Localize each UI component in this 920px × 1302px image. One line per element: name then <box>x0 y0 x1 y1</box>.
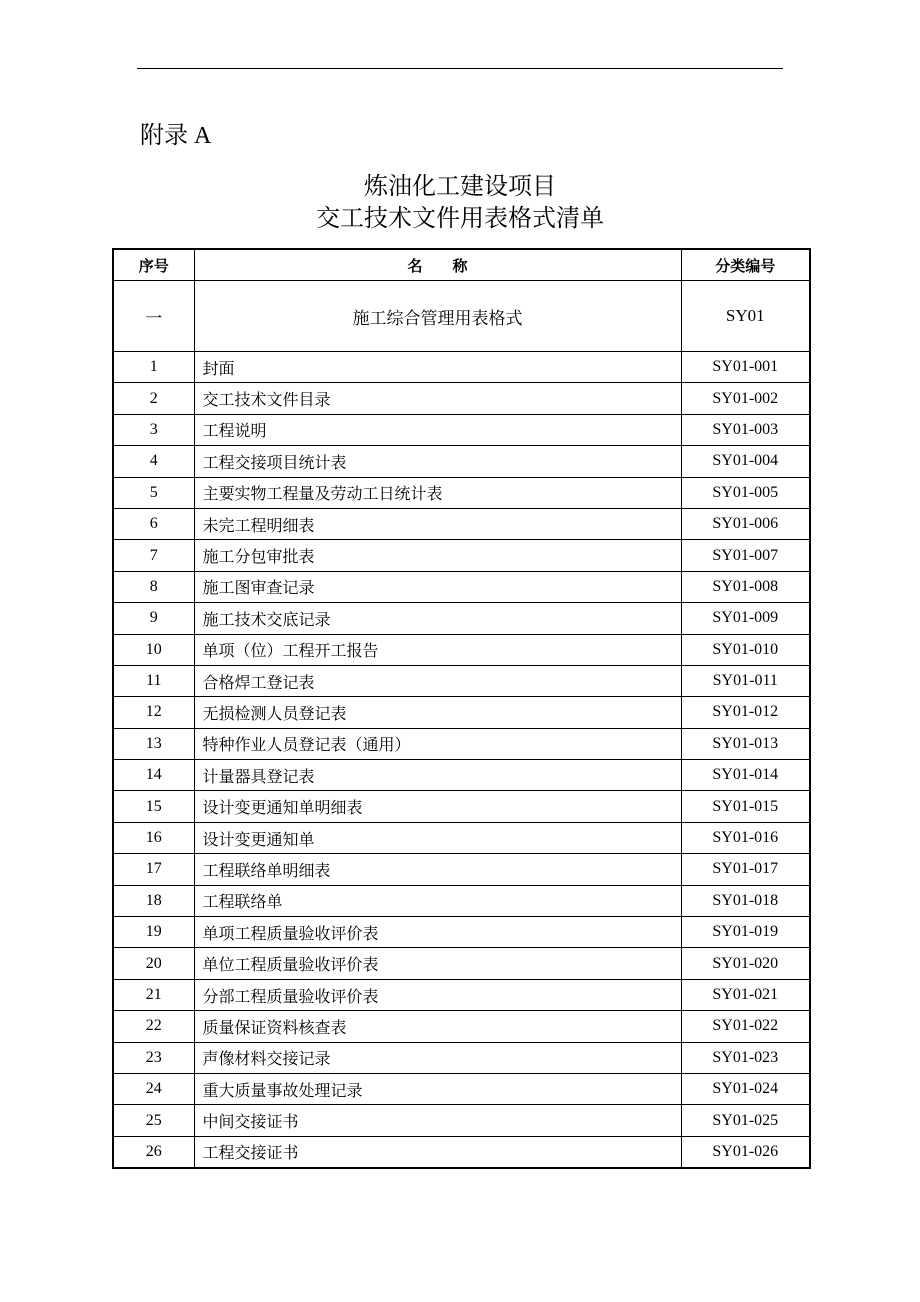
row-serial-number: 13 <box>113 728 194 759</box>
row-category-code: SY01-021 <box>681 979 810 1010</box>
row-serial-number: 10 <box>113 634 194 665</box>
header-serial-number: 序号 <box>113 249 194 281</box>
row-form-name: 声像材料交接记录 <box>194 1042 681 1073</box>
row-category-code: SY01-008 <box>681 571 810 602</box>
table-row <box>113 1105 810 1136</box>
row-serial-number: 19 <box>113 917 194 948</box>
table-row <box>113 822 810 853</box>
row-category-code: SY01-023 <box>681 1042 810 1073</box>
document-title-line-1: 炼油化工建设项目 <box>364 174 556 200</box>
row-serial-number: 25 <box>113 1105 194 1136</box>
row-form-name: 交工技术文件目录 <box>194 383 681 414</box>
table-row <box>113 414 810 445</box>
row-category-code: SY01-019 <box>681 917 810 948</box>
row-category-code: SY01-002 <box>681 383 810 414</box>
row-category-code: SY01-010 <box>681 634 810 665</box>
table-row <box>113 917 810 948</box>
row-form-name: 质量保证资料核查表 <box>194 1011 681 1042</box>
row-form-name: 主要实物工程量及劳动工日统计表 <box>194 477 681 508</box>
row-category-code: SY01-006 <box>681 508 810 539</box>
table-row <box>113 760 810 791</box>
table-row <box>113 1073 810 1104</box>
row-category-code: SY01-007 <box>681 540 810 571</box>
row-serial-number: 4 <box>113 446 194 477</box>
group-name: 施工综合管理用表格式 <box>194 281 681 352</box>
row-category-code: SY01-009 <box>681 603 810 634</box>
row-category-code: SY01-026 <box>681 1136 810 1168</box>
row-serial-number: 23 <box>113 1042 194 1073</box>
row-category-code: SY01-014 <box>681 760 810 791</box>
row-serial-number: 2 <box>113 383 194 414</box>
appendix-label: 附录 A <box>140 123 212 149</box>
row-form-name: 工程交接证书 <box>194 1136 681 1168</box>
table-row <box>113 885 810 916</box>
row-category-code: SY01-016 <box>681 822 810 853</box>
table-row <box>113 634 810 665</box>
row-serial-number: 15 <box>113 791 194 822</box>
row-form-name: 重大质量事故处理记录 <box>194 1073 681 1104</box>
group-code: SY01 <box>681 281 810 352</box>
row-category-code: SY01-013 <box>681 728 810 759</box>
row-form-name: 特种作业人员登记表（通用） <box>194 728 681 759</box>
row-category-code: SY01-005 <box>681 477 810 508</box>
row-category-code: SY01-015 <box>681 791 810 822</box>
row-form-name: 施工图审查记录 <box>194 571 681 602</box>
row-form-name: 设计变更通知单明细表 <box>194 791 681 822</box>
row-form-name: 施工分包审批表 <box>194 540 681 571</box>
table-row <box>113 728 810 759</box>
header-rule <box>137 68 783 69</box>
row-category-code: SY01-004 <box>681 446 810 477</box>
row-serial-number: 14 <box>113 760 194 791</box>
row-serial-number: 11 <box>113 665 194 696</box>
table-row <box>113 446 810 477</box>
table-row <box>113 854 810 885</box>
row-form-name: 计量器具登记表 <box>194 760 681 791</box>
row-category-code: SY01-020 <box>681 948 810 979</box>
row-serial-number: 5 <box>113 477 194 508</box>
group-number: 一 <box>113 281 194 352</box>
row-serial-number: 1 <box>113 352 194 383</box>
row-category-code: SY01-022 <box>681 1011 810 1042</box>
row-category-code: SY01-025 <box>681 1105 810 1136</box>
row-form-name: 合格焊工登记表 <box>194 665 681 696</box>
table-row <box>113 1011 810 1042</box>
row-category-code: SY01-024 <box>681 1073 810 1104</box>
table-row <box>113 477 810 508</box>
document-title-line-2: 交工技术文件用表格式清单 <box>316 206 604 232</box>
table-row <box>113 948 810 979</box>
row-form-name: 中间交接证书 <box>194 1105 681 1136</box>
table-row <box>113 383 810 414</box>
row-serial-number: 7 <box>113 540 194 571</box>
row-serial-number: 6 <box>113 508 194 539</box>
header-category-code: 分类编号 <box>681 249 810 281</box>
row-form-name: 单项（位）工程开工报告 <box>194 634 681 665</box>
row-serial-number: 3 <box>113 414 194 445</box>
row-form-name: 未完工程明细表 <box>194 508 681 539</box>
row-serial-number: 20 <box>113 948 194 979</box>
table-row <box>113 508 810 539</box>
row-category-code: SY01-003 <box>681 414 810 445</box>
form-catalog-table <box>112 248 811 1169</box>
row-serial-number: 16 <box>113 822 194 853</box>
row-form-name: 工程联络单 <box>194 885 681 916</box>
table-row <box>113 1136 810 1168</box>
row-form-name: 分部工程质量验收评价表 <box>194 979 681 1010</box>
row-serial-number: 17 <box>113 854 194 885</box>
table-row <box>113 540 810 571</box>
row-serial-number: 12 <box>113 697 194 728</box>
row-serial-number: 9 <box>113 603 194 634</box>
row-category-code: SY01-001 <box>681 352 810 383</box>
row-serial-number: 8 <box>113 571 194 602</box>
row-form-name: 工程说明 <box>194 414 681 445</box>
row-category-code: SY01-018 <box>681 885 810 916</box>
row-serial-number: 22 <box>113 1011 194 1042</box>
group-row <box>113 281 810 352</box>
row-form-name: 单位工程质量验收评价表 <box>194 948 681 979</box>
row-form-name: 单项工程质量验收评价表 <box>194 917 681 948</box>
table-row <box>113 665 810 696</box>
row-serial-number: 26 <box>113 1136 194 1168</box>
table-row <box>113 697 810 728</box>
table-row <box>113 1042 810 1073</box>
row-serial-number: 24 <box>113 1073 194 1104</box>
row-form-name: 施工技术交底记录 <box>194 603 681 634</box>
table-row <box>113 603 810 634</box>
row-serial-number: 21 <box>113 979 194 1010</box>
row-category-code: SY01-017 <box>681 854 810 885</box>
table-row <box>113 352 810 383</box>
row-serial-number: 18 <box>113 885 194 916</box>
row-form-name: 工程联络单明细表 <box>194 854 681 885</box>
table-row <box>113 791 810 822</box>
table-row <box>113 979 810 1010</box>
row-category-code: SY01-011 <box>681 665 810 696</box>
row-form-name: 工程交接项目统计表 <box>194 446 681 477</box>
table-header-row <box>113 249 810 281</box>
table-row <box>113 571 810 602</box>
row-form-name: 设计变更通知单 <box>194 822 681 853</box>
row-form-name: 封面 <box>194 352 681 383</box>
row-form-name: 无损检测人员登记表 <box>194 697 681 728</box>
header-name: 名 称 <box>194 249 681 281</box>
row-category-code: SY01-012 <box>681 697 810 728</box>
